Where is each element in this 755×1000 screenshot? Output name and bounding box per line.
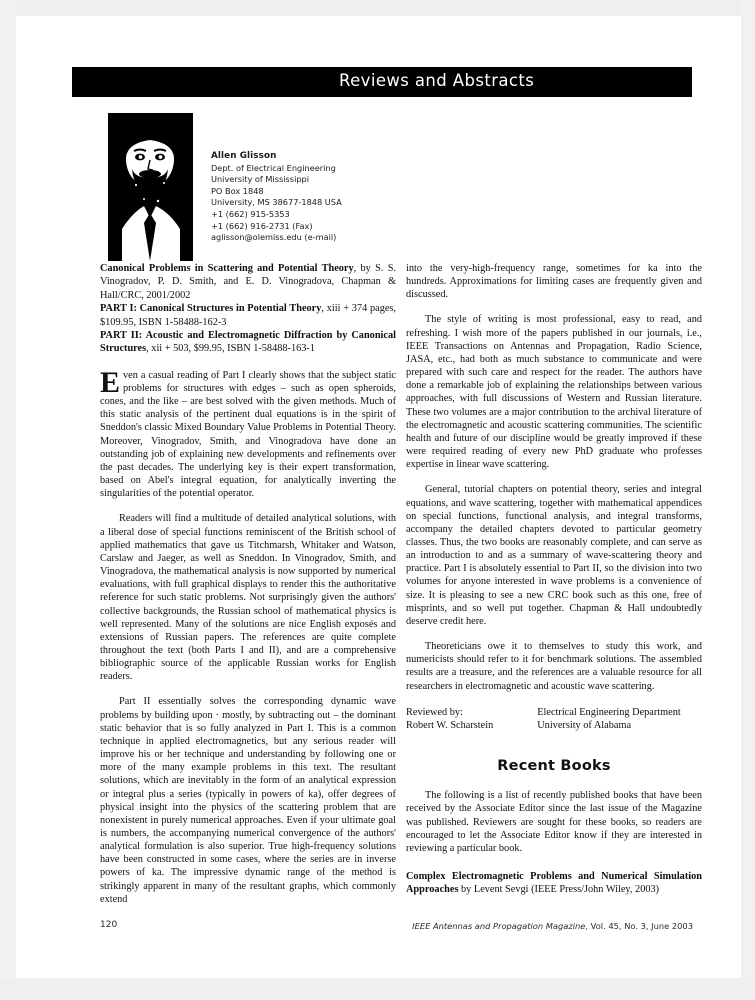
citation-part2-label: PART II: Acoustic and Electromagnetic Diffraction by Canonical Structures: [100, 330, 396, 355]
masthead-banner: [72, 67, 692, 97]
footer-page-number: 120: [100, 920, 118, 930]
review-paragraph-6: Theoreticians owe it to themselves to study this work, and numericists should refer to it for benchmark solutions. The assembled results are a treasure, and the references are a valuable resource for all researchers in electromagnetic and acoustic wave scattering.: [406, 641, 702, 692]
author-city-state-zip: University, MS 38677-1848 USA: [211, 197, 342, 208]
footer-journal-issue: , Vol. 45, No. 3, June 2003: [585, 921, 693, 931]
reviewer-block: [406, 706, 493, 732]
review-paragraph-1-text: ven a casual reading of Part I clearly shows that the subject static problems for structures with edges – such as open spheroids, cones, and the like – are best solved with the given methods. Much of this static analysis of the pertinent dual equations is in the spirit of Sneddon's classic Mixed Boundary Value Problems in Potential Theory. Moreover, Vinogradov, Smith, and Vinogradova have done an outstanding job of explaining new developments and refinements over the past decades. The underlying key is their expert transformation, based on Abel's integral equation, for analytically inverting the singularities of the potential operator.: [100, 369, 396, 500]
scan-edge-left: [0, 0, 16, 1000]
affiliation-university: University of Alabama: [537, 719, 632, 731]
citation-byline: , by S. S. Vinogradov, P. D. Smith, and E. D. Vinogradova, Chapman & Hall/CRC, 2001/2002: [100, 263, 396, 301]
recent-books-heading: Recent Books: [497, 758, 611, 775]
reviewer-name: Robert W. Scharstein: [406, 719, 494, 731]
masthead-title: Reviews and Abstracts: [339, 71, 535, 90]
review-paragraph-3: Part II essentially solves the corresponding dynamic wave problems by building upon · mostly, by subtracting out – the dominant static behavior that is so fully analyzed in Part I. This is a common technique in applied electromagnetics, but any serious reader will improve his or her technique and understanding by following one or more of the many example problems in this text. The resultant solutions, which are inevitably in the form of an analytical expression or integral plus a series (typically in powers of ka), offer degrees of physical insight into the physics of the scattering problem that are nonexistent in purely numerical approaches. Even if your ultimate goal is numbers, the accompanying numerical convergence of the authors' analytical formulation is also superior. True high-frequency solutions have been constructed in some cases, where the series are in inverse powers of ka. The impressive dynamic range of the method is strikingly apparent in many of the resultant graphs, which commonly extend: [100, 696, 396, 905]
review-paragraph-3-continued: into the very-high-frequency range, sometimes for ka into the hundreds. Approximations for limiting cases are frequently given and discussed.: [406, 263, 702, 301]
review-paragraph-2: Readers will find a multitude of detailed analytical solutions, with a liberal dose of special functions reminiscent of the British school of applied mathematics that gave us Titchmarsh, Whitaker and Watson, Carslaw and Jaeger, as well as Sneddon. In Vinogradov, Smith, and Vinogradova, the mathematical analysis is now supported by numerical evaluations, with full graphical displays to render this the authoritative reference for such static problems. Not surprisingly given the authors' collective backgrounds, the Russian school of mathematical physics is well represented. Many of the solutions are nice English exposés and extensions of Russian papers. The references are quite complete throughout the text (both Parts I and II), and are a comprehensive bibliographic source of the applicable Russian works for English readers.: [100, 513, 396, 683]
author-department: Dept. of Electrical Engineering: [211, 162, 336, 173]
recent-books-intro: The following is a list of recently published books that have been received by the Associate Editor since the last issue of the Magazine was published. Reviewers are sought for these books, so readers are encouraged to let the Associate Editor know if they are interested in reviewing a particular book.: [406, 790, 702, 854]
author-fax: +1 (662) 916-2731 (Fax): [211, 220, 313, 231]
affiliation-department: Electrical Engineering Department: [537, 706, 681, 718]
author-phone: +1 (662) 915-5353: [211, 208, 290, 219]
left-column: [100, 262, 396, 906]
citation-part1-detail: , xiii + 374 pages, $109.95, ISBN 1-58488-162-3: [100, 303, 397, 328]
reviewer-signoff: [406, 706, 702, 732]
author-po-box: PO Box 1848: [211, 185, 264, 196]
book-entry-title: Complex Electromagnetic Problems and Numerical Simulation Approaches: [406, 871, 702, 896]
portrait-halftone-image: [108, 113, 193, 261]
scan-edge-top: [0, 0, 755, 16]
author-block: [108, 113, 398, 263]
reviewer-affiliation: [537, 706, 681, 732]
citation-part2-detail: , xii + 503, $99.95, ISBN 1-58488-163-1: [146, 343, 315, 355]
review-paragraph-5: General, tutorial chapters on potential theory, series and integral equations, and wave scattering, together with mathematical appendices on special functions, functional analysis, and integral transforms, accompany the detailed chapters devoted to particular geometry classes. Thus, the two books are reasonably complete, and can serve as an introduction to and as a summary of wave-scattering theory and practice. Part I is absolutely essential to Part II, so the division into two volumes for anyone interested in wave problems is a convenience of size. It is pleasing to see a new CRC book such as this one, free of misprints, and so well put together. Chapman & Hall undoubtedly deserve credit here.: [406, 484, 702, 627]
reviewed-by-label: Reviewed by:: [406, 706, 463, 718]
book-citation: [100, 262, 396, 356]
review-paragraph-1: [100, 365, 396, 501]
author-portrait: [108, 113, 193, 261]
footer-journal-title: IEEE Antennas and Propagation Magazine: [412, 921, 586, 931]
scan-edge-bottom: [0, 978, 755, 1000]
author-name: Allen Glisson: [211, 151, 277, 161]
footer-journal-line: [412, 921, 693, 931]
author-institution: University of Mississippi: [211, 174, 310, 185]
right-column: [406, 262, 702, 896]
book-entry-details: by Levent Sevgi (IEEE Press/John Wiley, 2003): [458, 884, 660, 896]
author-contact-info: [211, 151, 342, 244]
scan-edge-right: [741, 0, 755, 1000]
review-paragraph-4: The style of writing is most professional, easy to read, and refreshing. I wish more of the papers published in our journals, i.e., IEEE Transactions on Antennas and Propagation, Radio Science, JASA, etc., had both as much substance to communicate and were prepared with such care and respect for the reader. The authors have done a remarkable job of explaining the relationships between various approaches, with full discussions of Western and Russian literature. These two volumes are a major contribution to the archival literature of the electromagnetic and acoustic scattering communities. The scientific health and future of our discipline would be greatly improved if these were required reading of every new PhD graduate who professes expertise in linear wave scattering.: [406, 314, 702, 471]
recent-books-entry: [406, 870, 702, 896]
author-email[interactable]: aglisson@olemiss.edu (e-mail): [211, 232, 337, 243]
drop-cap-letter: E: [100, 365, 121, 399]
citation-title: Canonical Problems in Scattering and Potential Theory: [100, 263, 354, 274]
citation-part1-label: PART I: Canonical Structures in Potential Theory: [100, 303, 322, 315]
